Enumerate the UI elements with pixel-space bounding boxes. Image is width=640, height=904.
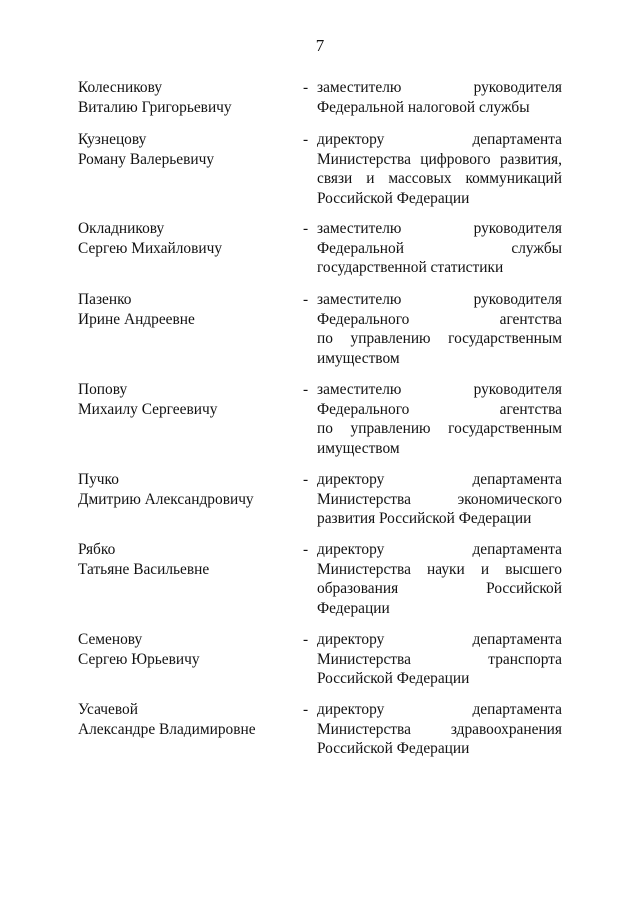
person-position: [317, 78, 562, 117]
person-surname: Рябко: [78, 541, 116, 558]
person-name: [78, 630, 298, 669]
person-given-name: Сергею Михайловичу: [78, 239, 223, 257]
person-given-name: Роману Валерьевичу: [78, 150, 215, 168]
position-line: Российской Федерации: [317, 189, 470, 207]
entry-dash: -: [303, 220, 309, 237]
position-line: директору департамента: [317, 541, 562, 558]
position-line: Федеральной службы: [317, 239, 562, 257]
position-line: Федерального агентства: [317, 400, 562, 418]
person-name: [78, 380, 298, 419]
person-given-name: Ирине Андреевне: [78, 310, 195, 328]
person-name: [78, 130, 298, 169]
position-line: Федеральной налоговой службы: [317, 98, 530, 116]
position-line: Министерства цифрового развития,: [317, 150, 562, 168]
person-name: [78, 219, 298, 258]
person-name: [78, 470, 298, 509]
person-position: [317, 130, 562, 208]
person-given-name: Александре Владимировне: [78, 720, 256, 738]
position-line: заместителю руководителя: [317, 291, 562, 308]
position-line: Российской Федерации: [317, 670, 470, 687]
person-given-name: Татьяне Васильевне: [78, 560, 210, 578]
position-line: Федерации: [317, 599, 390, 617]
position-line: директору департамента: [317, 701, 562, 718]
position-line: Министерства транспорта: [317, 650, 562, 668]
entry-dash: -: [303, 79, 309, 96]
person-position: [317, 630, 562, 689]
person-name: [78, 540, 298, 579]
position-line: Министерства здравоохранения: [317, 720, 562, 738]
position-line: образования Российской: [317, 580, 562, 597]
person-name: [78, 290, 298, 329]
person-surname: Попову: [78, 381, 128, 398]
position-line: имуществом: [317, 439, 400, 457]
person-position: [317, 290, 562, 368]
position-line: государственной статистики: [317, 259, 504, 276]
person-position: [317, 470, 562, 529]
position-line: по управлению государственным: [317, 330, 562, 347]
person-surname: Семенову: [78, 631, 143, 648]
position-line: заместителю руководителя: [317, 381, 562, 398]
person-given-name: Виталию Григорьевичу: [78, 98, 232, 116]
position-line: связи и массовых коммуникаций: [317, 170, 562, 187]
position-line: директору департамента: [317, 631, 562, 648]
person-given-name: Михаилу Сергеевичу: [78, 400, 218, 418]
person-position: [317, 700, 562, 759]
person-surname: Пазенко: [78, 291, 132, 308]
page-number: 7: [315, 36, 325, 55]
position-line: развития Российской Федерации: [317, 510, 532, 527]
entry-dash: -: [303, 131, 309, 148]
position-line: Министерства экономического: [317, 490, 562, 508]
person-surname: Колесникову: [78, 79, 163, 96]
entry-dash: -: [303, 541, 309, 558]
entry-dash: -: [303, 291, 309, 308]
position-line: директору департамента: [317, 131, 562, 148]
person-name: [78, 78, 298, 117]
position-line: Федерального агентства: [317, 310, 562, 328]
person-given-name: Сергею Юрьевичу: [78, 650, 200, 668]
position-line: заместителю руководителя: [317, 79, 562, 96]
person-name: [78, 700, 298, 739]
person-position: [317, 540, 562, 618]
entry-dash: -: [303, 701, 309, 718]
entry-dash: -: [303, 381, 309, 398]
person-surname: Усачевой: [78, 701, 138, 718]
person-surname: Окладникову: [78, 220, 165, 237]
person-surname: Кузнецову: [78, 131, 147, 148]
person-position: [317, 380, 562, 458]
position-line: по управлению государственным: [317, 420, 562, 437]
person-given-name: Дмитрию Александровичу: [78, 490, 254, 508]
entry-dash: -: [303, 471, 309, 488]
position-line: Министерства науки и высшего: [317, 560, 562, 578]
person-position: [317, 219, 562, 278]
position-line: директору департамента: [317, 471, 562, 488]
position-line: Российской Федерации: [317, 740, 470, 757]
position-line: имуществом: [317, 349, 400, 367]
person-surname: Пучко: [78, 471, 119, 488]
position-line: заместителю руководителя: [317, 220, 562, 237]
entry-dash: -: [303, 631, 309, 648]
